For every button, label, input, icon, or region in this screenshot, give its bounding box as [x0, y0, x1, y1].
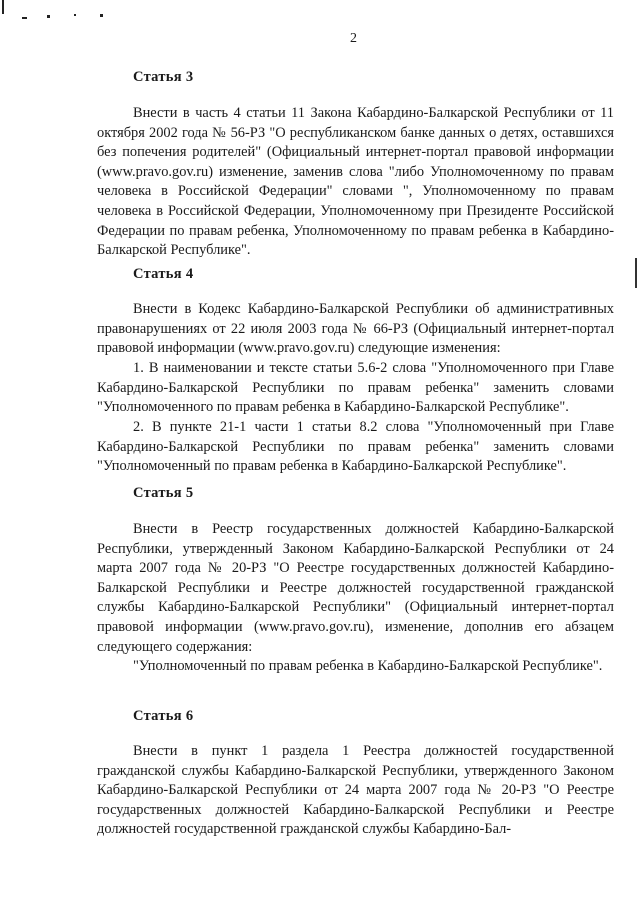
article-4-heading: Статья 4: [133, 266, 194, 282]
article-4-item-2: 2. В пункте 21-1 части 1 статьи 8.2 слова "Уполномоченный при Главе Кабардино-Балкарской Республики по правам ребенка" заменить словами "Уполномоченный по правам ребенка в Кабардино-Балкарской Республике".: [97, 419, 614, 475]
scan-edge-mark: [635, 258, 637, 288]
article-5-quote: "Уполномоченный по правам ребенка в Кабардино-Балкарской Республике".: [133, 658, 603, 674]
article-4-item-1: 1. В наименовании и тексте статьи 5.6-2 слова "Уполномоченного при Главе Кабардино-Балкарской Республики по правам ребенка" заменить словами "Уполномоченного по правам ребенка в Кабардино-Балкарской Республике".: [97, 360, 614, 416]
scan-mark: [74, 14, 76, 16]
article-4-paragraph-intro: Внести в Кодекс Кабардино-Балкарской Республики об административных правонарушениях от 22 июля 2003 года № 66-РЗ (Официальный интернет-портал правовой информации (www.pravo.gov.ru) следующие изменения:: [97, 301, 614, 357]
scan-mark: [47, 15, 50, 18]
article-3-paragraph: Внести в часть 4 статьи 11 Закона Кабардино-Балкарской Республики от 11 октября 2002 года № 56-РЗ "О республиканском банке данных о детях, оставшихся без попечения родителей" (Официальный интернет-портал правовой информации (www.pravo.gov.ru) изменение, заменив слова "либо Уполномоченному по правам человека в Российской Федерации" словами ", Уполномоченному по правам человека в Российской Федерации, Уполномоченному при Президенте Российской Федерации по правам ребенка, Уполномоченному по правам ребенка в Кабардино-Балкарской Республике".: [97, 105, 614, 259]
article-6-heading: Статья 6: [133, 708, 194, 724]
article-5-paragraph: Внести в Реестр государственных должностей Кабардино-Балкарской Республики, утвержденный Законом Кабардино-Балкарской Республики от 24 марта 2007 года № 20-РЗ "О Реестре государственных должностей Кабардино-Балкарской Республики и Реестре должностей государственной гражданской службы Кабардино-Балкарской Республики" (Официальный интернет-портал правовой информации (www.pravo.gov.ru), изменение, дополнив его абзацем следующего содержания:: [97, 521, 614, 655]
scan-mark: [100, 14, 103, 17]
article-6-paragraph: Внести в пункт 1 раздела 1 Реестра должностей государственной гражданской службы Кабардино-Балкарской Республики, утвержденного Законом Кабардино-Балкарской Республики от 24 марта 2007 года № 20-РЗ "О Реестре государственных должностей Кабардино-Балкарской Республики и Реестре должностей государственной гражданской службы Кабардино-Бал-: [97, 743, 614, 838]
scan-mark: [22, 17, 27, 19]
page-number: 2: [350, 31, 357, 46]
article-3-heading: Статья 3: [133, 69, 194, 85]
scan-mark: [2, 0, 4, 14]
article-5-heading: Статья 5: [133, 485, 194, 501]
